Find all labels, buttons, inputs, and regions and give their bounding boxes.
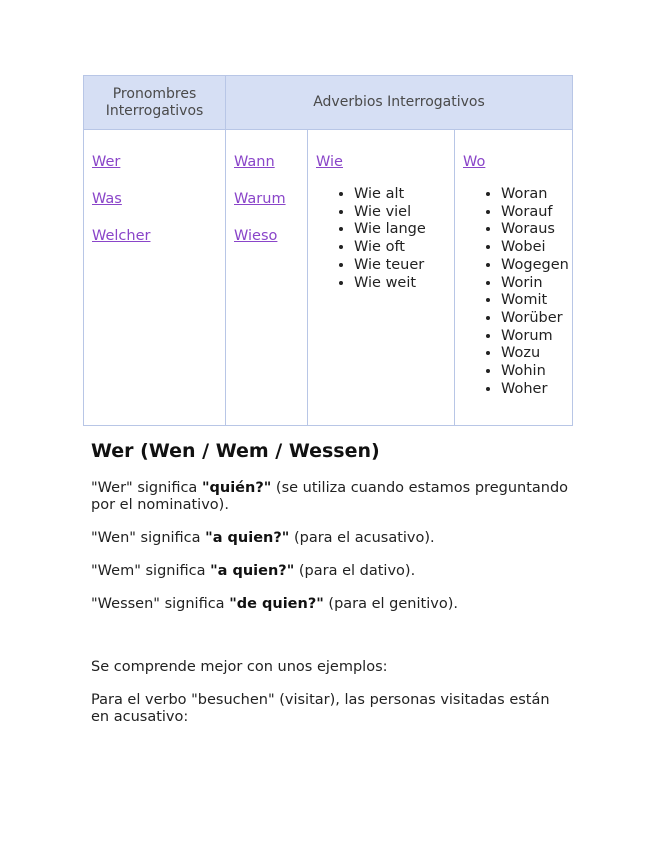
section-heading: Wer (Wen / Wem / Wessen) <box>91 440 380 462</box>
wie-list <box>316 186 454 292</box>
adverbios-simple-cell <box>226 130 308 426</box>
link-welcher[interactable]: Welcher <box>92 228 151 244</box>
list-item: • Wie teuer <box>354 257 454 275</box>
list-item: • Woran <box>501 186 572 204</box>
list-item: • Worauf <box>501 204 572 222</box>
wo-list <box>463 186 572 398</box>
list-item: • Wie oft <box>354 239 454 257</box>
link-wann[interactable]: Wann <box>234 154 275 170</box>
table-body-row <box>84 130 573 426</box>
paragraph-wer <box>91 480 571 514</box>
bold-text: "quién?" <box>201 480 272 496</box>
list-item: • Woher <box>501 381 572 399</box>
list-item: • Worin <box>501 275 572 293</box>
list-item: • Worum <box>501 328 572 346</box>
list-item: • Wobei <box>501 239 572 257</box>
paragraph-wem <box>91 563 571 580</box>
header-adverbios: Adverbios Interrogativos <box>226 76 573 130</box>
link-wieso[interactable]: Wieso <box>234 228 278 244</box>
table-header-row <box>84 76 573 130</box>
article-content <box>91 438 571 726</box>
text: (para el genitivo). <box>323 596 458 612</box>
bold-text: "a quien?" <box>205 530 290 546</box>
header-pronombres <box>84 76 226 130</box>
list-item: • Wie weit <box>354 275 454 293</box>
link-wer[interactable]: Wer <box>92 154 121 170</box>
pronombres-cell <box>84 130 226 426</box>
paragraph-besuchen: Para el verbo "besuchen" (visitar), las personas visitadas están en acusativo: <box>91 692 550 725</box>
list-item: • Worüber <box>501 310 572 328</box>
text: (para el dativo). <box>294 563 416 579</box>
list-item: • Woraus <box>501 221 572 239</box>
interrogatives-table <box>83 75 573 426</box>
bold-text: "de quien?" <box>229 596 324 612</box>
list-item: • Wohin <box>501 363 572 381</box>
paragraph-ejemplos: Se comprende mejor con unos ejemplos: <box>91 659 388 675</box>
text: (para el acusativo). <box>289 530 435 546</box>
text: (se utiliza cuando estamos preguntando por el nominativo). <box>91 480 569 513</box>
wie-cell <box>308 130 455 426</box>
header-pronombres-line2: Interrogativos <box>105 102 204 119</box>
list-item: • Womit <box>501 292 572 310</box>
wo-cell <box>455 130 573 426</box>
list-item: • Wogegen <box>501 257 572 275</box>
list-item: • Wie alt <box>354 186 454 204</box>
text: "Wessen" significa <box>91 596 230 612</box>
paragraph-wessen <box>91 596 571 613</box>
link-warum[interactable]: Warum <box>234 191 286 207</box>
header-pronombres-line1: Pronombres <box>112 85 197 102</box>
link-wie[interactable]: Wie <box>316 154 343 170</box>
paragraph-wen <box>91 530 571 547</box>
text: "Wem" significa <box>91 563 211 579</box>
link-was[interactable]: Was <box>92 191 122 207</box>
text: "Wer" significa <box>91 480 202 496</box>
link-wo[interactable]: Wo <box>463 154 486 170</box>
text: "Wen" significa <box>91 530 206 546</box>
bold-text: "a quien?" <box>210 563 295 579</box>
list-item: • Wie lange <box>354 221 454 239</box>
list-item: • Wie viel <box>354 204 454 222</box>
list-item: • Wozu <box>501 345 572 363</box>
